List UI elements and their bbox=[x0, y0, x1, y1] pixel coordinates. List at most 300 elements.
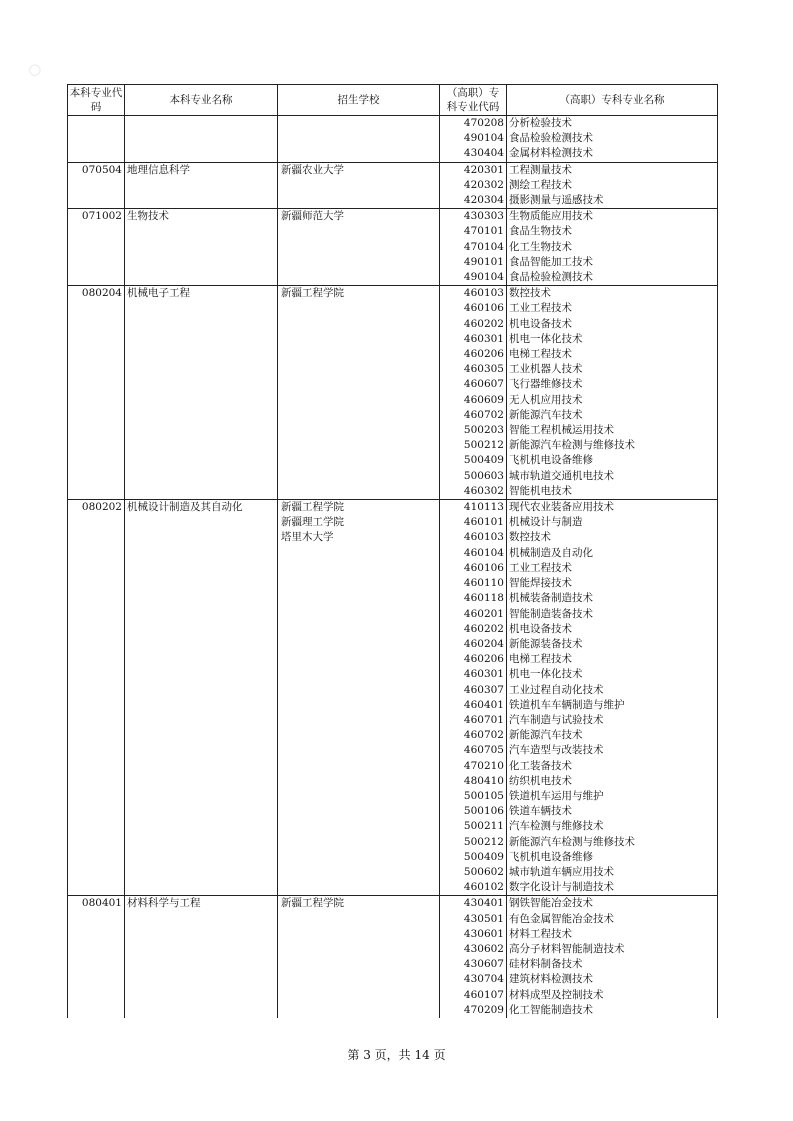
vocational-name-cell: 食品智能加工技术 bbox=[507, 255, 718, 270]
table-row bbox=[68, 880, 718, 896]
undergrad-name-cell bbox=[125, 576, 278, 591]
undergrad-code-cell bbox=[68, 683, 125, 698]
vocational-name-cell: 化工装备技术 bbox=[507, 759, 718, 774]
vocational-name-cell: 机电一体化技术 bbox=[507, 667, 718, 682]
table-row bbox=[68, 743, 718, 758]
vocational-code-cell: 460401 bbox=[440, 698, 507, 713]
vocational-name-cell: 工业工程技术 bbox=[507, 301, 718, 316]
school-cell bbox=[278, 131, 440, 146]
table-row bbox=[68, 484, 718, 500]
undergrad-name-cell bbox=[125, 880, 278, 896]
undergrad-code-cell bbox=[68, 193, 125, 209]
school-cell bbox=[278, 667, 440, 682]
school-cell bbox=[278, 637, 440, 652]
vocational-code-cell: 460609 bbox=[440, 393, 507, 408]
vocational-name-cell: 无人机应用技术 bbox=[507, 393, 718, 408]
vocational-name-cell: 食品检验检测技术 bbox=[507, 270, 718, 286]
vocational-code-cell: 460307 bbox=[440, 683, 507, 698]
school-cell bbox=[278, 607, 440, 622]
table-row bbox=[68, 116, 718, 132]
undergrad-code-cell bbox=[68, 972, 125, 987]
vocational-name-cell: 汽车制造与试验技术 bbox=[507, 713, 718, 728]
undergrad-name-cell bbox=[125, 146, 278, 162]
school-cell bbox=[278, 453, 440, 468]
undergrad-name-cell: 生物技术 bbox=[125, 209, 278, 225]
vocational-name-cell: 汽车造型与改装技术 bbox=[507, 743, 718, 758]
table-row bbox=[68, 912, 718, 927]
undergrad-code-cell bbox=[68, 317, 125, 332]
vocational-code-cell: 460104 bbox=[440, 546, 507, 561]
table-row bbox=[68, 896, 718, 912]
table-row bbox=[68, 270, 718, 286]
undergrad-name-cell bbox=[125, 408, 278, 423]
vocational-code-cell: 460206 bbox=[440, 347, 507, 362]
table-row bbox=[68, 804, 718, 819]
vocational-code-cell: 460206 bbox=[440, 652, 507, 667]
vocational-name-cell: 食品检验检测技术 bbox=[507, 131, 718, 146]
school-cell bbox=[278, 408, 440, 423]
school-cell bbox=[278, 423, 440, 438]
table-row bbox=[68, 377, 718, 392]
undergrad-code-cell bbox=[68, 438, 125, 453]
undergrad-name-cell bbox=[125, 865, 278, 880]
undergrad-name-cell bbox=[125, 484, 278, 500]
table-row bbox=[68, 942, 718, 957]
table-row bbox=[68, 728, 718, 743]
vocational-name-cell: 化工智能制造技术 bbox=[507, 1003, 718, 1018]
watermark: ○ bbox=[20, 52, 49, 86]
table-row bbox=[68, 408, 718, 423]
undergrad-name-cell bbox=[125, 591, 278, 606]
undergrad-code-cell bbox=[68, 408, 125, 423]
table-row bbox=[68, 850, 718, 865]
vocational-code-cell: 460201 bbox=[440, 607, 507, 622]
vocational-name-cell: 飞机机电设备维修 bbox=[507, 850, 718, 865]
school-cell bbox=[278, 912, 440, 927]
table-row bbox=[68, 698, 718, 713]
table-row bbox=[68, 759, 718, 774]
undergrad-name-cell bbox=[125, 224, 278, 239]
vocational-name-cell: 城市轨道车辆应用技术 bbox=[507, 865, 718, 880]
table-row bbox=[68, 209, 718, 225]
school-cell bbox=[278, 591, 440, 606]
undergrad-name-cell bbox=[125, 270, 278, 286]
undergrad-name-cell bbox=[125, 377, 278, 392]
undergrad-name-cell bbox=[125, 301, 278, 316]
header-undergrad-code: 本科专业代码 bbox=[68, 85, 125, 116]
undergrad-name-cell bbox=[125, 850, 278, 865]
undergrad-name-cell bbox=[125, 988, 278, 1003]
undergrad-code-cell bbox=[68, 667, 125, 682]
undergrad-name-cell bbox=[125, 972, 278, 987]
undergrad-name-cell bbox=[125, 789, 278, 804]
table-row bbox=[68, 317, 718, 332]
vocational-name-cell: 机械装备制造技术 bbox=[507, 591, 718, 606]
vocational-code-cell: 460607 bbox=[440, 377, 507, 392]
undergrad-name-cell bbox=[125, 622, 278, 637]
vocational-code-cell: 430404 bbox=[440, 146, 507, 162]
vocational-code-cell: 460106 bbox=[440, 301, 507, 316]
vocational-name-cell: 材料工程技术 bbox=[507, 927, 718, 942]
vocational-name-cell: 智能焊接技术 bbox=[507, 576, 718, 591]
table-row bbox=[68, 515, 718, 530]
undergrad-code-cell bbox=[68, 713, 125, 728]
school-cell bbox=[278, 377, 440, 392]
vocational-code-cell: 500105 bbox=[440, 789, 507, 804]
school-cell bbox=[278, 652, 440, 667]
undergrad-code-cell bbox=[68, 423, 125, 438]
school-cell bbox=[278, 927, 440, 942]
vocational-name-cell: 食品生物技术 bbox=[507, 224, 718, 239]
table-row bbox=[68, 469, 718, 484]
undergrad-name-cell bbox=[125, 347, 278, 362]
undergrad-name-cell bbox=[125, 728, 278, 743]
undergrad-code-cell bbox=[68, 927, 125, 942]
undergrad-name-cell bbox=[125, 743, 278, 758]
vocational-code-cell: 420301 bbox=[440, 162, 507, 178]
school-cell bbox=[278, 317, 440, 332]
undergrad-name-cell bbox=[125, 453, 278, 468]
school-cell bbox=[278, 484, 440, 500]
undergrad-name-cell bbox=[125, 546, 278, 561]
vocational-name-cell: 铁道机车车辆制造与维护 bbox=[507, 698, 718, 713]
table-row bbox=[68, 162, 718, 178]
school-cell bbox=[278, 942, 440, 957]
vocational-name-cell: 电梯工程技术 bbox=[507, 347, 718, 362]
vocational-name-cell: 铁道机车运用与维护 bbox=[507, 789, 718, 804]
vocational-code-cell: 430401 bbox=[440, 896, 507, 912]
vocational-name-cell: 生物质能应用技术 bbox=[507, 209, 718, 225]
undergrad-code-cell bbox=[68, 561, 125, 576]
vocational-name-cell: 化工生物技术 bbox=[507, 240, 718, 255]
school-cell bbox=[278, 224, 440, 239]
undergrad-code-cell bbox=[68, 819, 125, 834]
table-row bbox=[68, 438, 718, 453]
vocational-code-cell: 490101 bbox=[440, 255, 507, 270]
vocational-name-cell: 数控技术 bbox=[507, 286, 718, 302]
table-row bbox=[68, 607, 718, 622]
school-cell bbox=[278, 332, 440, 347]
vocational-code-cell: 430601 bbox=[440, 927, 507, 942]
undergrad-code-cell: 080401 bbox=[68, 896, 125, 912]
vocational-code-cell: 500409 bbox=[440, 453, 507, 468]
table-row bbox=[68, 393, 718, 408]
undergrad-code-cell bbox=[68, 453, 125, 468]
vocational-code-cell: 460118 bbox=[440, 591, 507, 606]
vocational-name-cell: 智能工程机械运用技术 bbox=[507, 423, 718, 438]
school-cell bbox=[278, 804, 440, 819]
vocational-code-cell: 430602 bbox=[440, 942, 507, 957]
undergrad-name-cell bbox=[125, 530, 278, 545]
table-row bbox=[68, 240, 718, 255]
vocational-code-cell: 460103 bbox=[440, 286, 507, 302]
undergrad-code-cell bbox=[68, 546, 125, 561]
table-row bbox=[68, 789, 718, 804]
undergrad-name-cell bbox=[125, 469, 278, 484]
undergrad-code-cell bbox=[68, 484, 125, 500]
vocational-code-cell: 500212 bbox=[440, 835, 507, 850]
vocational-name-cell: 机械设计与制造 bbox=[507, 515, 718, 530]
vocational-code-cell: 460301 bbox=[440, 667, 507, 682]
table-row bbox=[68, 637, 718, 652]
undergrad-name-cell bbox=[125, 698, 278, 713]
vocational-name-cell: 数控技术 bbox=[507, 530, 718, 545]
table-row bbox=[68, 255, 718, 270]
vocational-code-cell: 410113 bbox=[440, 500, 507, 516]
undergrad-code-cell bbox=[68, 116, 125, 132]
vocational-code-cell: 460702 bbox=[440, 408, 507, 423]
undergrad-code-cell bbox=[68, 1003, 125, 1018]
undergrad-name-cell bbox=[125, 713, 278, 728]
undergrad-code-cell: 080204 bbox=[68, 286, 125, 302]
undergrad-code-cell bbox=[68, 865, 125, 880]
vocational-code-cell: 430607 bbox=[440, 957, 507, 972]
undergrad-name-cell bbox=[125, 515, 278, 530]
table-row bbox=[68, 988, 718, 1003]
vocational-code-cell: 500212 bbox=[440, 438, 507, 453]
vocational-code-cell: 460301 bbox=[440, 332, 507, 347]
undergrad-code-cell bbox=[68, 652, 125, 667]
undergrad-name-cell bbox=[125, 1003, 278, 1018]
table-row bbox=[68, 362, 718, 377]
vocational-code-cell: 470208 bbox=[440, 116, 507, 132]
undergrad-name-cell bbox=[125, 774, 278, 789]
undergrad-code-cell bbox=[68, 591, 125, 606]
vocational-code-cell: 460702 bbox=[440, 728, 507, 743]
undergrad-code-cell bbox=[68, 622, 125, 637]
undergrad-code-cell bbox=[68, 515, 125, 530]
school-cell bbox=[278, 850, 440, 865]
vocational-code-cell: 420302 bbox=[440, 178, 507, 193]
school-cell bbox=[278, 193, 440, 209]
school-cell: 新疆工程学院 bbox=[278, 286, 440, 302]
undergrad-code-cell bbox=[68, 146, 125, 162]
school-cell bbox=[278, 835, 440, 850]
school-cell bbox=[278, 774, 440, 789]
undergrad-name-cell bbox=[125, 683, 278, 698]
undergrad-code-cell bbox=[68, 377, 125, 392]
undergrad-name-cell bbox=[125, 942, 278, 957]
table-row bbox=[68, 927, 718, 942]
vocational-name-cell: 纺织机电技术 bbox=[507, 774, 718, 789]
table-row bbox=[68, 561, 718, 576]
school-cell: 新疆工程学院 bbox=[278, 500, 440, 516]
vocational-name-cell: 电梯工程技术 bbox=[507, 652, 718, 667]
table-row bbox=[68, 957, 718, 972]
school-cell bbox=[278, 255, 440, 270]
undergrad-code-cell bbox=[68, 362, 125, 377]
vocational-name-cell: 数字化设计与制造技术 bbox=[507, 880, 718, 896]
undergrad-code-cell bbox=[68, 530, 125, 545]
vocational-code-cell: 500603 bbox=[440, 469, 507, 484]
undergrad-code-cell bbox=[68, 880, 125, 896]
vocational-code-cell: 460101 bbox=[440, 515, 507, 530]
table-row bbox=[68, 835, 718, 850]
vocational-code-cell: 460705 bbox=[440, 743, 507, 758]
vocational-code-cell: 460102 bbox=[440, 880, 507, 896]
school-cell bbox=[278, 469, 440, 484]
table-row bbox=[68, 286, 718, 302]
vocational-name-cell: 汽车检测与维修技术 bbox=[507, 819, 718, 834]
undergrad-code-cell bbox=[68, 912, 125, 927]
school-cell bbox=[278, 240, 440, 255]
school-cell bbox=[278, 546, 440, 561]
table-row bbox=[68, 819, 718, 834]
program-table bbox=[67, 84, 718, 1018]
vocational-name-cell: 工程测量技术 bbox=[507, 162, 718, 178]
vocational-code-cell: 490104 bbox=[440, 131, 507, 146]
undergrad-name-cell bbox=[125, 332, 278, 347]
undergrad-name-cell bbox=[125, 178, 278, 193]
vocational-code-cell: 460106 bbox=[440, 561, 507, 576]
undergrad-name-cell bbox=[125, 317, 278, 332]
vocational-code-cell: 460202 bbox=[440, 622, 507, 637]
header-undergrad-name: 本科专业名称 bbox=[125, 85, 278, 116]
school-cell bbox=[278, 728, 440, 743]
vocational-code-cell: 500211 bbox=[440, 819, 507, 834]
undergrad-code-cell bbox=[68, 469, 125, 484]
table-row bbox=[68, 453, 718, 468]
undergrad-name-cell bbox=[125, 819, 278, 834]
vocational-name-cell: 分析检验技术 bbox=[507, 116, 718, 132]
undergrad-code-cell: 080202 bbox=[68, 500, 125, 516]
school-cell bbox=[278, 683, 440, 698]
undergrad-name-cell bbox=[125, 637, 278, 652]
undergrad-code-cell bbox=[68, 835, 125, 850]
vocational-code-cell: 500203 bbox=[440, 423, 507, 438]
undergrad-name-cell bbox=[125, 927, 278, 942]
table-row bbox=[68, 332, 718, 347]
undergrad-name-cell bbox=[125, 607, 278, 622]
school-cell bbox=[278, 146, 440, 162]
table-row bbox=[68, 1003, 718, 1018]
vocational-code-cell: 470101 bbox=[440, 224, 507, 239]
school-cell bbox=[278, 972, 440, 987]
vocational-code-cell: 460305 bbox=[440, 362, 507, 377]
school-cell bbox=[278, 698, 440, 713]
undergrad-code-cell bbox=[68, 393, 125, 408]
undergrad-name-cell bbox=[125, 561, 278, 576]
table-body bbox=[68, 116, 718, 1018]
undergrad-code-cell bbox=[68, 224, 125, 239]
undergrad-name-cell bbox=[125, 912, 278, 927]
vocational-name-cell: 硅材料制备技术 bbox=[507, 957, 718, 972]
vocational-name-cell: 机电一体化技术 bbox=[507, 332, 718, 347]
table-row bbox=[68, 301, 718, 316]
vocational-name-cell: 智能机电技术 bbox=[507, 484, 718, 500]
school-cell bbox=[278, 759, 440, 774]
vocational-code-cell: 470104 bbox=[440, 240, 507, 255]
undergrad-name-cell: 地理信息科学 bbox=[125, 162, 278, 178]
page-footer: 第 3 页，共 14 页 bbox=[347, 1048, 446, 1062]
school-cell: 塔里木大学 bbox=[278, 530, 440, 545]
vocational-name-cell: 新能源汽车检测与维修技术 bbox=[507, 835, 718, 850]
undergrad-name-cell bbox=[125, 667, 278, 682]
vocational-name-cell: 飞行器维修技术 bbox=[507, 377, 718, 392]
table-row bbox=[68, 622, 718, 637]
undergrad-code-cell bbox=[68, 728, 125, 743]
vocational-code-cell: 460103 bbox=[440, 530, 507, 545]
table-row bbox=[68, 146, 718, 162]
undergrad-code-cell bbox=[68, 957, 125, 972]
school-cell bbox=[278, 957, 440, 972]
undergrad-name-cell bbox=[125, 438, 278, 453]
vocational-code-cell: 480410 bbox=[440, 774, 507, 789]
school-cell bbox=[278, 270, 440, 286]
undergrad-code-cell bbox=[68, 637, 125, 652]
undergrad-code-cell bbox=[68, 332, 125, 347]
table-row bbox=[68, 865, 718, 880]
vocational-code-cell: 460107 bbox=[440, 988, 507, 1003]
table-row bbox=[68, 774, 718, 789]
undergrad-name-cell bbox=[125, 131, 278, 146]
header-vocational-code: （高职）专科专业代码 bbox=[440, 85, 507, 116]
vocational-code-cell: 430704 bbox=[440, 972, 507, 987]
undergrad-name-cell bbox=[125, 957, 278, 972]
undergrad-code-cell bbox=[68, 942, 125, 957]
vocational-name-cell: 城市轨道交通机电技术 bbox=[507, 469, 718, 484]
undergrad-code-cell bbox=[68, 759, 125, 774]
table-row bbox=[68, 546, 718, 561]
header-vocational-name: （高职）专科专业名称 bbox=[507, 85, 718, 116]
table-row bbox=[68, 224, 718, 239]
undergrad-name-cell bbox=[125, 255, 278, 270]
table-row bbox=[68, 683, 718, 698]
vocational-name-cell: 建筑材料检测技术 bbox=[507, 972, 718, 987]
undergrad-code-cell bbox=[68, 255, 125, 270]
vocational-name-cell: 铁道车辆技术 bbox=[507, 804, 718, 819]
table-row bbox=[68, 713, 718, 728]
vocational-name-cell: 有色金属智能冶金技术 bbox=[507, 912, 718, 927]
school-cell bbox=[278, 393, 440, 408]
table-row bbox=[68, 972, 718, 987]
undergrad-name-cell bbox=[125, 116, 278, 132]
school-cell bbox=[278, 347, 440, 362]
undergrad-name-cell bbox=[125, 240, 278, 255]
vocational-name-cell: 机械制造及自动化 bbox=[507, 546, 718, 561]
table-row bbox=[68, 347, 718, 362]
school-cell: 新疆理工学院 bbox=[278, 515, 440, 530]
table-row bbox=[68, 576, 718, 591]
school-cell bbox=[278, 301, 440, 316]
vocational-name-cell: 机电设备技术 bbox=[507, 622, 718, 637]
table-row bbox=[68, 500, 718, 516]
undergrad-code-cell bbox=[68, 988, 125, 1003]
vocational-code-cell: 470210 bbox=[440, 759, 507, 774]
undergrad-name-cell bbox=[125, 193, 278, 209]
table-row bbox=[68, 591, 718, 606]
undergrad-name-cell bbox=[125, 423, 278, 438]
table-row bbox=[68, 193, 718, 209]
undergrad-name-cell bbox=[125, 652, 278, 667]
school-cell bbox=[278, 116, 440, 132]
undergrad-code-cell bbox=[68, 270, 125, 286]
school-cell bbox=[278, 988, 440, 1003]
undergrad-name-cell: 机械电子工程 bbox=[125, 286, 278, 302]
school-cell: 新疆农业大学 bbox=[278, 162, 440, 178]
undergrad-name-cell bbox=[125, 759, 278, 774]
table-row bbox=[68, 423, 718, 438]
undergrad-name-cell bbox=[125, 393, 278, 408]
vocational-name-cell: 工业过程自动化技术 bbox=[507, 683, 718, 698]
undergrad-code-cell bbox=[68, 347, 125, 362]
vocational-name-cell: 现代农业装备应用技术 bbox=[507, 500, 718, 516]
vocational-code-cell: 420304 bbox=[440, 193, 507, 209]
vocational-name-cell: 高分子材料智能制造技术 bbox=[507, 942, 718, 957]
table-row bbox=[68, 178, 718, 193]
undergrad-code-cell bbox=[68, 576, 125, 591]
vocational-name-cell: 新能源汽车技术 bbox=[507, 408, 718, 423]
